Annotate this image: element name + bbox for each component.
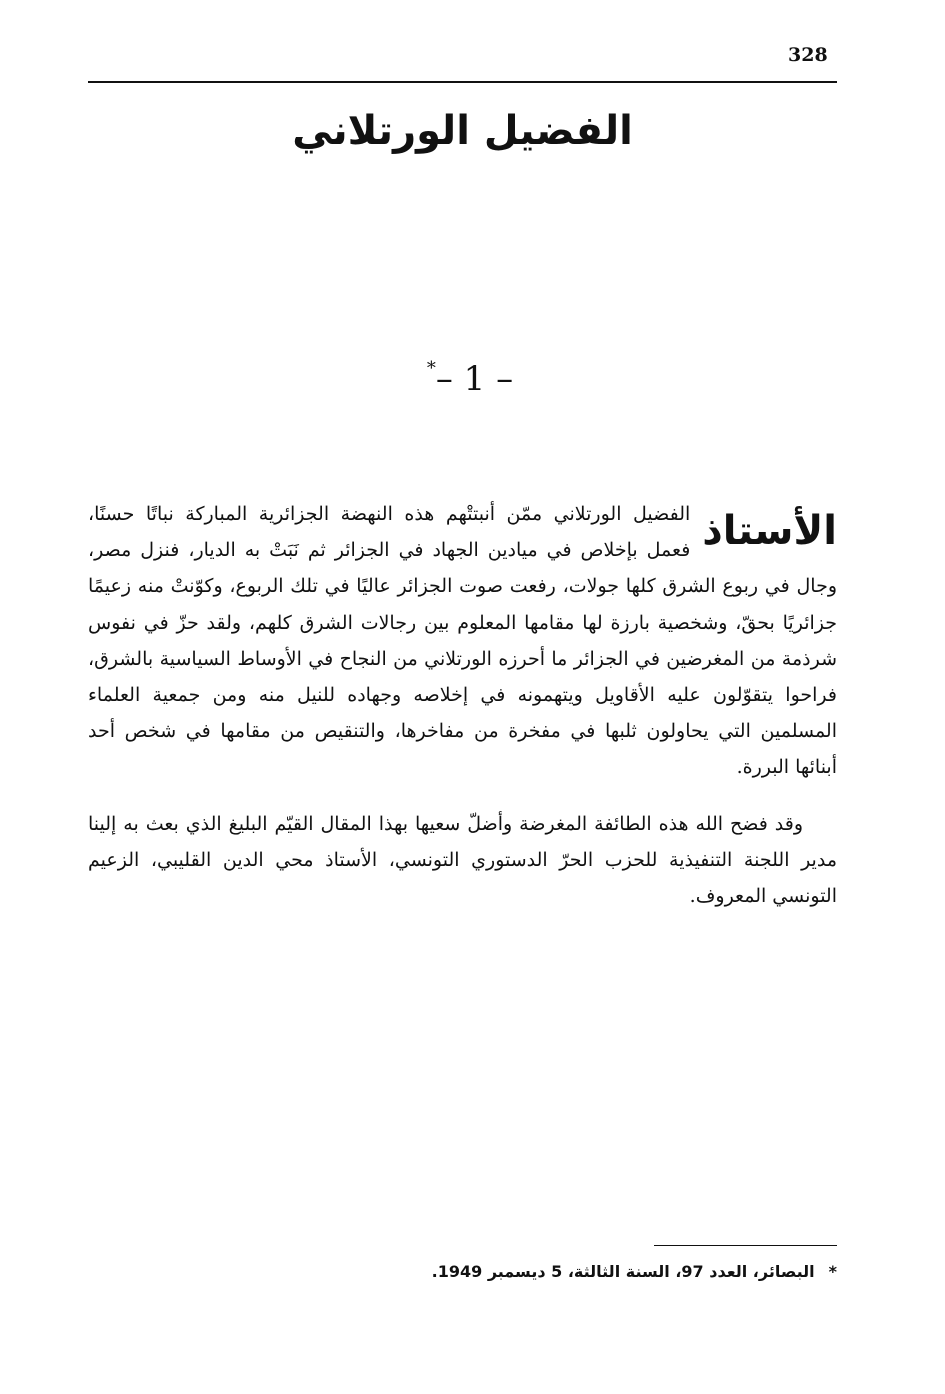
footnote-rule [654,1245,837,1246]
paragraph-2: وقد فضح الله هذه الطائفة المغرضة وأضلّ سعيها بهذا المقال القيّم البليغ الذي بعث به إلينا مدير اللجنة التنفيذية للحزب الحرّ الدستوري التونسي، الأستاذ محي الدين القليبي، الزعيم التونسي المعروف. [88,812,837,908]
header-rule [88,81,837,83]
lead-word: الأستاذ [702,508,837,554]
paragraph-1-text: الفضيل الورتلاني ممّن أنبتتْهم هذه النهضة الجزائرية المباركة نباتًا حسنًا، فعمل بإخلاص في ميادين الجهاد في الجزائر ثم نَبَتْ به الديار، فنزل مصر، وجال في ربوع الشرق كلها جولات، رفعت صوت الجزائر عاليًا في تلك الربوع، وكوّنتْ منه زعيمًا جزائريًا بحقّ، وشخصية بارزة لها مقامها المعلوم بين رجالات الشرق كلهم، ولقد حزّ في نفوس شرذمة من المغرضين في الجزائر ما أحرزه الورتلاني من النجاح في الأوساط السياسية بالشرق، فراحوا يتقوّلون عليه الأقاويل ويتهمونه في إخلاصه وجهاده للنيل منه ومن جمعية العلماء المسلمين التي يحاولون ثلبها في مفخرة من مفاخرها، والتنقيص من مقامها في شخص أحد أبنائها البررة. [88,503,837,779]
section-number [400,358,540,399]
footnote-marker: * [828,1262,837,1281]
section-footnote-marker: * [426,358,436,379]
page-number: 328 [788,44,828,66]
footnote-text: البصائر، العدد 97، السنة الثالثة، 5 ديسمبر 1949. [431,1262,815,1281]
article-body [88,496,837,914]
paragraph-1 [88,496,837,786]
article-title: الفضيل الورتلاني [292,108,633,154]
section-label: – 1 – [435,359,514,399]
footnote [340,1262,837,1281]
